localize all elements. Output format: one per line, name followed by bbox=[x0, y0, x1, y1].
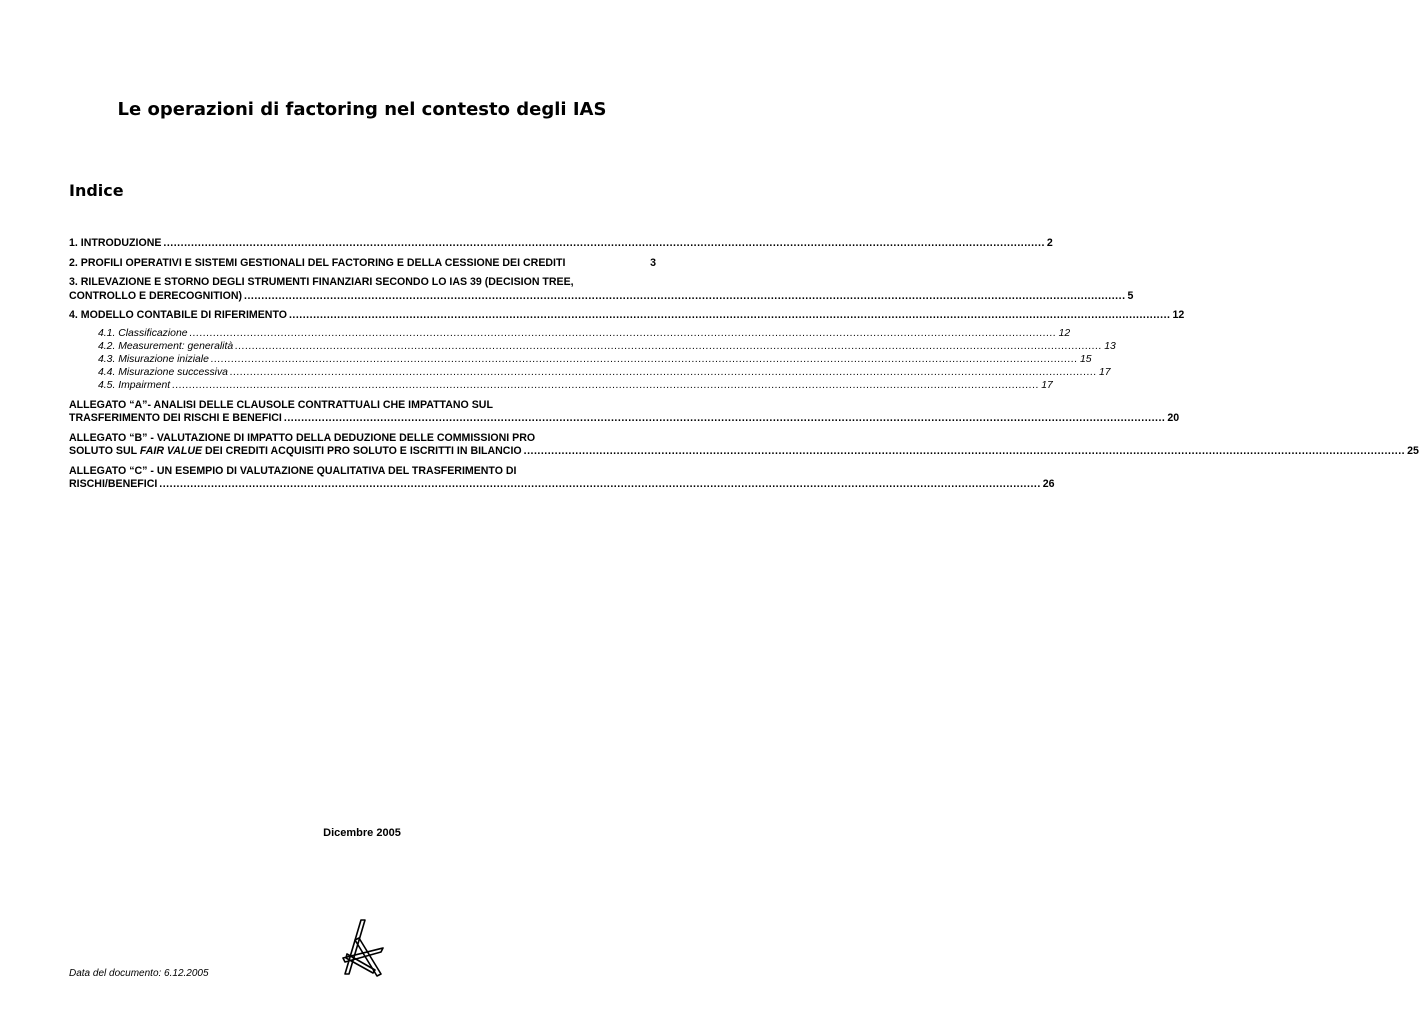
toc-entry-profili-operativi[interactable] bbox=[69, 257, 656, 271]
text-segment: DEI CREDITI ACQUISITI PRO SOLUTO E ISCRITTI IN BILANCIO bbox=[202, 445, 522, 458]
table-of-contents bbox=[69, 237, 1419, 498]
toc-entry-rilevazione-storno[interactable] bbox=[69, 276, 1134, 303]
toc-entry-label-line2 bbox=[69, 445, 522, 459]
dot-leader: ................................................................................................................................................................................................................................................................ bbox=[523, 445, 1406, 458]
dot-leader: ................................................................................................................................................................................................................................................................ bbox=[283, 412, 1166, 425]
toc-entry-allegato-a[interactable] bbox=[69, 398, 1180, 426]
toc-entry-label-line1: ALLEGATO “B” - VALUTAZIONE DI IMPATTO DELLA DEDUZIONE DELLE COMMISSIONI PRO bbox=[69, 431, 536, 444]
dot-leader: ................................................................................................................................................................................................................................................................ bbox=[189, 327, 1057, 339]
toc-subentry-misurazione-successiva[interactable] bbox=[69, 366, 1111, 379]
toc-subentry-label: 4.2. Measurement: generalità bbox=[98, 340, 234, 352]
toc-page-number: 12 bbox=[1058, 327, 1071, 339]
organization-logo-icon bbox=[337, 918, 387, 978]
toc-entry-label-line1: ALLEGATO “C” - UN ESEMPIO DI VALUTAZIONE QUALITATIVA DEL TRASFERIMENTO DI bbox=[69, 464, 517, 477]
toc-subentry-label: 4.4. Misurazione successiva bbox=[98, 367, 228, 379]
fair-value-emphasis: FAIR VALUE bbox=[139, 445, 203, 458]
toc-entry-label-line2: RISCHI/BENEFICI bbox=[69, 478, 158, 491]
toc-page-number: 17 bbox=[1041, 380, 1053, 392]
toc-entry-label-line2: CONTROLLO E DERECOGNITION) bbox=[69, 289, 243, 302]
dot-leader: ................................................................................................................................................................................................................................................................ bbox=[163, 237, 1045, 249]
toc-entry-label: 1. INTRODUZIONE bbox=[69, 237, 162, 249]
text-segment: SOLUTO SUL bbox=[69, 445, 140, 458]
dot-leader: ................................................................................................................................................................................................................................................................ bbox=[235, 340, 1103, 352]
toc-subentry-classificazione[interactable] bbox=[69, 327, 1071, 340]
toc-page-number: 3 bbox=[650, 256, 656, 269]
index-heading: Indice bbox=[69, 181, 124, 200]
toc-page-number: 15 bbox=[1079, 353, 1092, 365]
toc-page-number: 12 bbox=[1172, 309, 1185, 321]
document-title: Le operazioni di factoring nel contesto degli IAS bbox=[117, 99, 607, 120]
dot-leader: ................................................................................................................................................................................................................................................................ bbox=[210, 353, 1078, 365]
toc-entry-label: 2. PROFILI OPERATIVI E SISTEMI GESTIONALI DEL FACTORING E DELLA CESSIONE DEI CREDITI bbox=[69, 256, 566, 269]
toc-entry-label-line1: 3. RILEVAZIONE E STORNO DEGLI STRUMENTI FINANZIARI SECONDO LO IAS 39 (DECISION TREE, bbox=[69, 276, 574, 288]
document-date: Data del documento: 6.12.2005 bbox=[69, 968, 209, 979]
toc-page-number: 26 bbox=[1042, 478, 1055, 491]
publication-date: Dicembre 2005 bbox=[323, 827, 401, 839]
toc-subentry-label: 4.1. Classificazione bbox=[98, 327, 188, 339]
toc-subentry-misurazione-iniziale[interactable] bbox=[69, 353, 1092, 366]
toc-entry-allegato-c[interactable] bbox=[69, 464, 1055, 492]
toc-entry-modello-contabile[interactable] bbox=[69, 309, 1185, 323]
dot-leader: ................................................................................................................................................................................................................................................................ bbox=[172, 380, 1040, 392]
toc-page-number: 5 bbox=[1127, 289, 1134, 302]
toc-page-number: 25 bbox=[1407, 445, 1419, 458]
toc-page-number: 2 bbox=[1046, 237, 1053, 249]
toc-entry-introduzione[interactable] bbox=[69, 237, 1053, 251]
toc-subentry-measurement[interactable] bbox=[69, 340, 1116, 353]
toc-entry-label-line1: ALLEGATO “A”- ANALISI DELLE CLAUSOLE CONTRATTUALI CHE IMPATTANO SUL bbox=[69, 398, 493, 411]
toc-page-number: 13 bbox=[1104, 340, 1116, 352]
toc-page-number: 17 bbox=[1099, 367, 1111, 379]
toc-subentry-label: 4.3. Misurazione iniziale bbox=[98, 353, 209, 365]
toc-entry-allegato-b[interactable] bbox=[69, 431, 1419, 459]
toc-subentry-label: 4.5. Impairment bbox=[98, 380, 171, 392]
toc-entry-label: 4. MODELLO CONTABILE DI RIFERIMENTO bbox=[69, 309, 287, 321]
toc-entry-label-line2: TRASFERIMENTO DEI RISCHI E BENEFICI bbox=[69, 412, 282, 425]
dot-leader: ................................................................................................................................................................................................................................................................ bbox=[229, 367, 1097, 379]
dot-leader: ................................................................................................................................................................................................................................................................ bbox=[288, 309, 1171, 321]
toc-subentry-impairment[interactable] bbox=[69, 379, 1053, 392]
toc-subsection-list bbox=[69, 327, 1116, 393]
toc-page-number: 20 bbox=[1167, 412, 1180, 425]
dot-leader: ................................................................................................................................................................................................................................................................ bbox=[244, 289, 1126, 302]
dot-leader: ................................................................................................................................................................................................................................................................ bbox=[159, 478, 1041, 491]
